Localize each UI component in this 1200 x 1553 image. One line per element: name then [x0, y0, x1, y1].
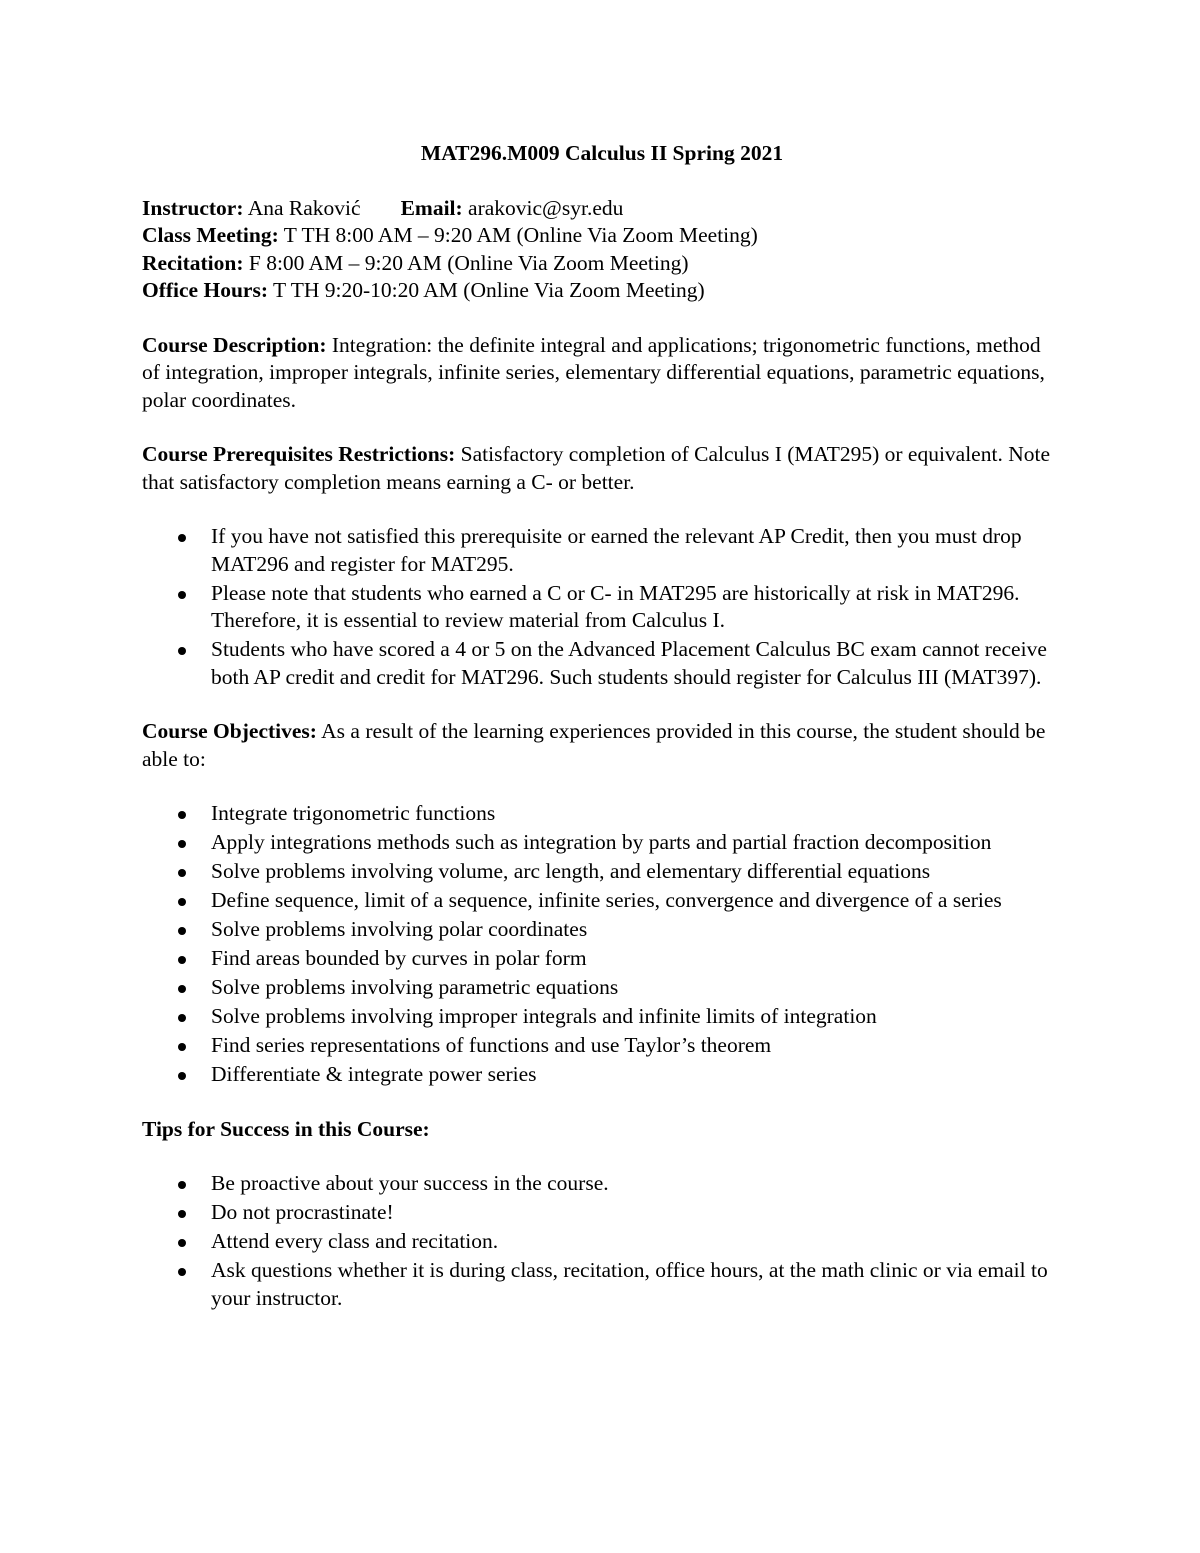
course-objectives	[142, 718, 1062, 773]
bullet-icon	[178, 1072, 186, 1080]
list-item-text: Solve problems involving polar coordinates	[211, 917, 588, 941]
list-item-text: Integrate trigonometric functions	[211, 801, 496, 825]
instructor-line	[142, 195, 1062, 223]
course-prerequisites	[142, 441, 1062, 496]
class-meeting-label: Class Meeting:	[142, 223, 279, 247]
list-item-text: Solve problems involving volume, arc length, and elementary differential equations	[211, 859, 931, 883]
list-item	[142, 1257, 1062, 1312]
class-meeting-line	[142, 222, 1062, 250]
list-item-text: Students who have scored a 4 or 5 on the Advanced Placement Calculus BC exam cannot receive both AP credit and credit for MAT296. Such students should register for Calculus III (MAT397).	[211, 637, 1047, 689]
bullet-icon	[178, 1239, 186, 1247]
list-item-text: Solve problems involving parametric equations	[211, 975, 619, 999]
prerequisites-list	[142, 523, 1062, 691]
bullet-icon	[178, 647, 186, 655]
list-item-text: If you have not satisfied this prerequisite or earned the relevant AP Credit, then you must drop MAT296 and register for MAT295.	[211, 524, 1022, 576]
recitation-label: Recitation:	[142, 250, 244, 275]
bullet-icon	[178, 811, 186, 819]
list-item-text: Solve problems involving improper integrals and infinite limits of integration	[211, 1004, 877, 1028]
list-item	[142, 1170, 1062, 1198]
list-item	[142, 887, 1062, 915]
list-item	[142, 829, 1062, 857]
syllabus-page	[142, 140, 1062, 1314]
list-item	[142, 636, 1062, 691]
bullet-icon	[178, 927, 186, 935]
course-prerequisites-text: Satisfactory completion of Calculus I (MAT295) or equivalent. Note that satisfactory completion means earning a C- or better.	[142, 442, 1050, 494]
bullet-icon	[178, 591, 186, 599]
bullet-icon	[178, 1268, 186, 1276]
course-description-label: Course Description:	[142, 332, 327, 357]
list-item-text: Find series representations of functions and use Taylor’s theorem	[211, 1033, 772, 1057]
bullet-icon	[178, 1210, 186, 1218]
bullet-icon	[178, 1181, 186, 1189]
list-item-text: Find areas bounded by curves in polar form	[211, 946, 587, 970]
list-item	[142, 523, 1062, 578]
recitation-line	[142, 250, 1062, 278]
course-description	[142, 332, 1062, 415]
list-item-text: Apply integrations methods such as integration by parts and partial fraction decomposition	[211, 830, 992, 854]
office-hours-label: Office Hours:	[142, 278, 268, 302]
list-item	[142, 916, 1062, 944]
list-item	[142, 1199, 1062, 1227]
list-item-text: Ask questions whether it is during class, recitation, office hours, at the math clinic or via email to your instructor.	[211, 1258, 1048, 1310]
course-objectives-text: As a result of the learning experiences provided in this course, the student should be able to:	[142, 719, 1046, 771]
list-item-text: Be proactive about your success in the course.	[211, 1171, 609, 1195]
list-item	[142, 1003, 1062, 1031]
objectives-list	[142, 800, 1062, 1089]
tips-heading: Tips for Success in this Course:	[142, 1116, 430, 1141]
office-hours-value: T TH 9:20-10:20 AM (Online Via Zoom Meeting)	[267, 278, 705, 302]
instructor-label: Instructor:	[142, 195, 244, 220]
course-objectives-label: Course Objectives:	[142, 719, 317, 743]
email-label: Email:	[400, 195, 463, 220]
list-item-text: Attend every class and recitation.	[211, 1229, 499, 1253]
list-item	[142, 1228, 1062, 1256]
list-item	[142, 945, 1062, 973]
list-item-text: Do not procrastinate!	[211, 1200, 394, 1224]
document-title: MAT296.M009 Calculus II Spring 2021	[420, 141, 784, 165]
instructor-name: Ana Raković	[243, 195, 361, 220]
bullet-icon	[178, 869, 186, 877]
list-item-text: Differentiate & integrate power series	[211, 1062, 537, 1086]
bullet-icon	[178, 1014, 186, 1022]
tips-list	[142, 1170, 1062, 1312]
course-description-text: Integration: the definite integral and applications; trigonometric functions, method of integration, improper integrals, infinite series, elementary differential equations, parametric equations, polar coordinates.	[142, 332, 1045, 412]
recitation-value: F 8:00 AM – 9:20 AM (Online Via Zoom Meeting)	[243, 250, 689, 275]
class-meeting-value: T TH 8:00 AM – 9:20 AM (Online Via Zoom Meeting)	[278, 223, 758, 247]
list-item-text: Define sequence, limit of a sequence, infinite series, convergence and divergence of a series	[211, 888, 1002, 912]
bullet-icon	[178, 898, 186, 906]
list-item	[142, 1032, 1062, 1060]
office-hours-line	[142, 277, 1062, 305]
bullet-icon	[178, 985, 186, 993]
list-item	[142, 858, 1062, 886]
list-item	[142, 974, 1062, 1002]
list-item	[142, 1061, 1062, 1089]
bullet-icon	[178, 534, 186, 542]
list-item-text: Please note that students who earned a C or C- in MAT295 are historically at risk in MAT296. Therefore, it is essential to review material from Calculus I.	[211, 580, 1020, 632]
bullet-icon	[178, 1043, 186, 1051]
course-prerequisites-label: Course Prerequisites Restrictions:	[142, 442, 456, 466]
bullet-icon	[178, 956, 186, 964]
bullet-icon	[178, 840, 186, 848]
list-item	[142, 580, 1062, 635]
email-address: arakovic@syr.edu	[462, 195, 624, 220]
list-item	[142, 800, 1062, 828]
